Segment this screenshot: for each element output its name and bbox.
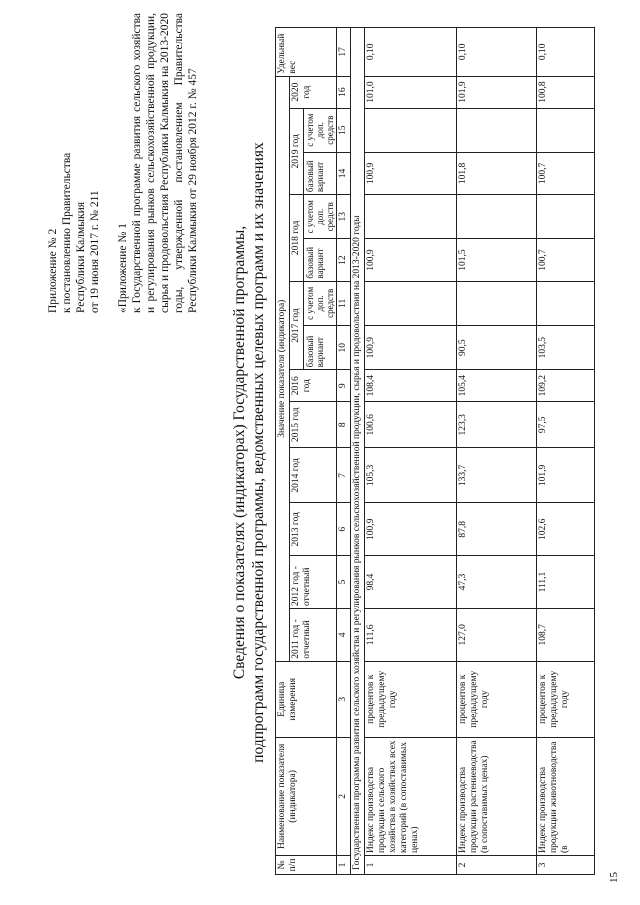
row-weight: 0,10 — [537, 28, 595, 77]
row-weight: 0,10 — [365, 28, 457, 77]
row-value: 100,9 — [365, 152, 457, 194]
header-2018: 2018 год — [290, 195, 304, 282]
row-value: 123,3 — [457, 402, 537, 448]
row-value — [537, 108, 595, 152]
appendix-1-text: к Государственной программе развития сельского хозяйства и регулирования рынков сельскохозяйственной продукции, сырья и продовольствия Республики Калмыкия на 2013-2020 годы, утвержденной постановлением Правительства Республики Калмыкия от 29 ноября 2012 г. № 457 — [131, 13, 199, 313]
row-value: 100,7 — [537, 152, 595, 194]
header-2017-base: базовый вариант — [304, 326, 337, 370]
table-row — [537, 28, 595, 875]
page-number: 15 — [608, 872, 620, 883]
program-title: Государственная программа развития сельского хозяйства и регулирования рынков сельскохозяйственной продукции, сырья и продовольствия на 2013-2020 годы — [351, 28, 365, 875]
row-name: Индекс производства продукции животноводства (в — [537, 737, 595, 855]
header-2016: 2016 год — [290, 370, 337, 402]
col-number: 8 — [337, 402, 351, 448]
col-number: 7 — [337, 448, 351, 503]
row-value: 108,7 — [537, 608, 595, 661]
row-value: 105,3 — [365, 448, 457, 503]
header-2017-extra: с учетом доп. средств — [304, 281, 337, 325]
header-2020: 2020 год — [290, 76, 337, 108]
row-value — [365, 281, 457, 325]
appendix-header — [46, 13, 214, 313]
header-values: Значение показателя (индикатора) — [276, 76, 290, 661]
header-num: № п/п — [276, 856, 337, 875]
row-num: 3 — [537, 856, 595, 875]
col-number: 15 — [337, 108, 351, 152]
col-number: 17 — [337, 28, 351, 77]
header-2011: 2011 год - отчетный — [290, 608, 337, 661]
row-value: 100,9 — [365, 503, 457, 556]
row-value: 111,6 — [365, 608, 457, 661]
row-value: 100,9 — [365, 326, 457, 370]
row-value: 100,8 — [537, 76, 595, 108]
row-value — [457, 195, 537, 239]
col-number: 4 — [337, 608, 351, 661]
table-row — [457, 28, 537, 875]
row-value: 127,0 — [457, 608, 537, 661]
header-2019-base: базовый вариант — [304, 152, 337, 194]
row-value: 103,5 — [537, 326, 595, 370]
row-value — [365, 108, 457, 152]
col-number: 14 — [337, 152, 351, 194]
header-2014: 2014 год — [290, 448, 337, 503]
row-value: 98,4 — [365, 556, 457, 609]
row-value — [457, 281, 537, 325]
col-number: 3 — [337, 661, 351, 737]
row-value: 101,5 — [457, 239, 537, 281]
row-value: 109,2 — [537, 370, 595, 402]
header-2019-extra: с учетом доп. средств — [304, 108, 337, 152]
header-row — [276, 28, 290, 875]
row-value — [457, 108, 537, 152]
appendix-2-block — [46, 13, 102, 313]
header-unit: Единица измерения — [276, 661, 337, 737]
appendix-1-title: «Приложение № 1 — [117, 223, 129, 313]
appendix-2-line: Республики Калмыкия — [75, 201, 87, 313]
row-num: 2 — [457, 856, 537, 875]
appendix-2-date: от 19 июня 2017 г. № 211 — [89, 190, 101, 313]
col-number: 2 — [337, 737, 351, 855]
row-value: 102,6 — [537, 503, 595, 556]
row-value: 101,0 — [365, 76, 457, 108]
col-number: 13 — [337, 195, 351, 239]
row-value — [365, 195, 457, 239]
row-value: 105,4 — [457, 370, 537, 402]
table-row — [365, 28, 457, 875]
header-2015: 2015 год — [290, 402, 337, 448]
row-value: 90,5 — [457, 326, 537, 370]
header-weight: Удельный вес — [276, 28, 337, 77]
title-line: Сведения о показателях (индикаторах) Государственной программы, — [231, 225, 248, 680]
row-name: Индекс производства продукции растениеводства (в сопоставимых ценах) — [457, 737, 537, 855]
header-2019: 2019 год — [290, 108, 304, 195]
row-value: 87,8 — [457, 503, 537, 556]
appendix-1-block — [116, 13, 200, 313]
row-num: 1 — [365, 856, 457, 875]
row-value: 133,7 — [457, 448, 537, 503]
header-2017: 2017 год — [290, 281, 304, 370]
row-value — [537, 195, 595, 239]
col-number: 12 — [337, 239, 351, 281]
row-value — [537, 281, 595, 325]
document-title — [230, 0, 268, 905]
row-value: 101,9 — [537, 448, 595, 503]
column-numbers-row — [337, 28, 351, 875]
header-2013: 2013 год — [290, 503, 337, 556]
col-number: 1 — [337, 856, 351, 875]
col-number: 5 — [337, 556, 351, 609]
row-value: 111,1 — [537, 556, 595, 609]
row-name: Индекс производства продукции сельского хозяйства в хозяйствах всех категорий (в сопоставимых ценах) — [365, 737, 457, 855]
col-number: 6 — [337, 503, 351, 556]
row-value: 108,4 — [365, 370, 457, 402]
col-number: 16 — [337, 76, 351, 108]
row-value: 97,5 — [537, 402, 595, 448]
row-unit: процентов к предыдущему году — [457, 661, 537, 737]
row-value: 101,9 — [457, 76, 537, 108]
row-value: 100,7 — [537, 239, 595, 281]
row-unit: процентов к предыдущему году — [537, 661, 595, 737]
row-value: 100,6 — [365, 402, 457, 448]
header-name: Наименование показателя (индикатора) — [276, 737, 337, 855]
header-2018-base: базовый вариант — [304, 239, 337, 281]
appendix-2-line: к постановлению Правительства — [61, 152, 73, 313]
program-row — [351, 28, 365, 875]
col-number: 10 — [337, 326, 351, 370]
col-number: 11 — [337, 281, 351, 325]
indicators-table — [275, 27, 595, 875]
row-value: 101,8 — [457, 152, 537, 194]
header-2018-extra: с учетом доп. средств — [304, 195, 337, 239]
header-2012: 2012 год - отчетный — [290, 556, 337, 609]
row-weight: 0,10 — [457, 28, 537, 77]
row-value: 47,3 — [457, 556, 537, 609]
row-value: 100,9 — [365, 239, 457, 281]
title-line: подпрограмм государственной программы, ведомственных целевых программ и их значениях — [250, 142, 267, 763]
col-number: 9 — [337, 370, 351, 402]
row-unit: процентов к предыдущему году — [365, 661, 457, 737]
appendix-2-title: Приложение № 2 — [47, 228, 59, 313]
